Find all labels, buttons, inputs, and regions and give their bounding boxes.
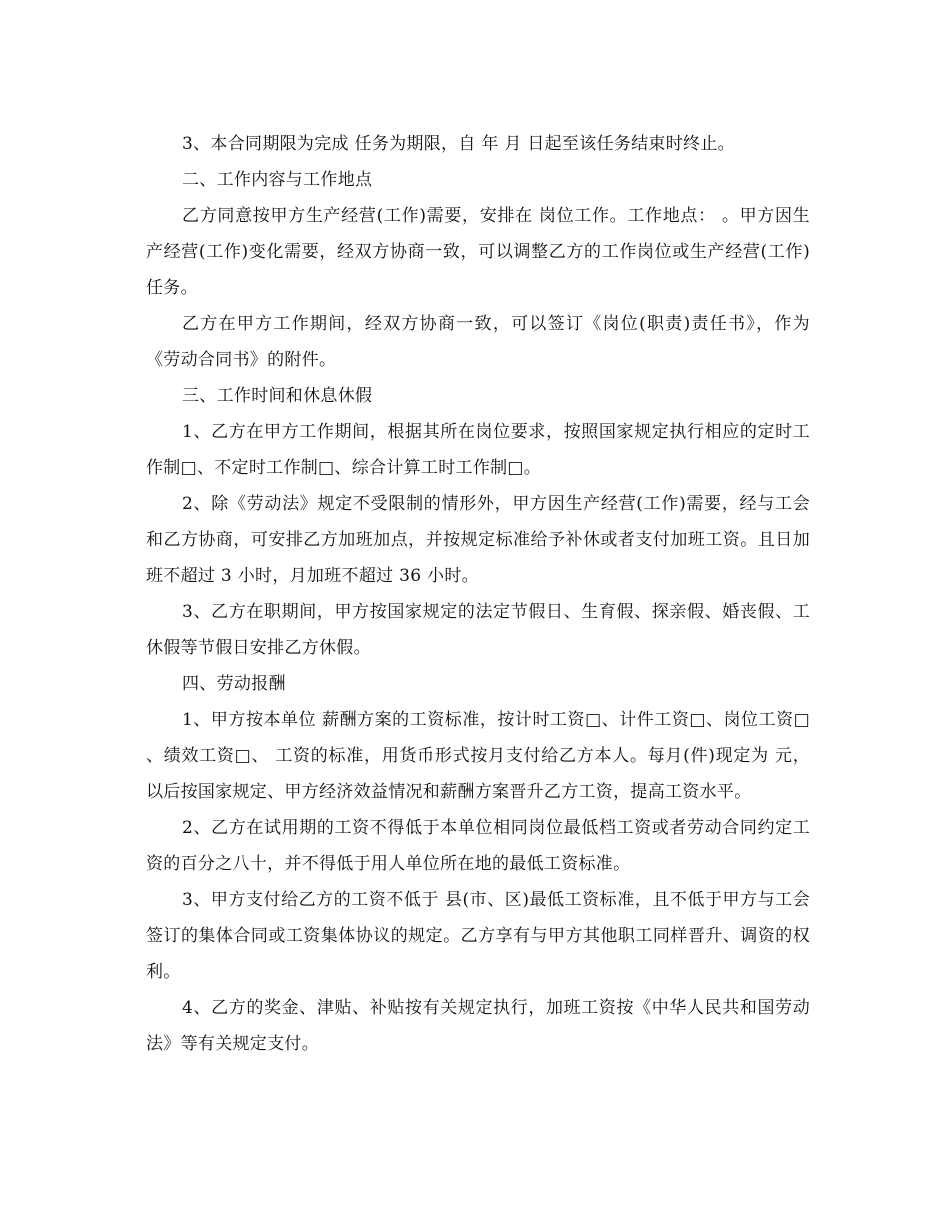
section-heading-work-content: 二、工作内容与工作地点 bbox=[182, 170, 373, 190]
clause-bonus-allowance: 4、乙方的奖金、津贴、补贴按有关规定执行，加班工资按《中华人民共和国劳动法》等有关规定支付。 bbox=[146, 998, 810, 1054]
section-heading-working-hours: 三、工作时间和休息休假 bbox=[182, 386, 373, 406]
clause-minimum-wage: 3、甲方支付给乙方的工资不低于 县(市、区)最低工资标准，且不低于甲方与工会签订的集体合同或工资集体协议的规定。乙方享有与甲方其他职工同样晋升、调资的权利。 bbox=[146, 890, 810, 982]
clause-responsibility-letter: 乙方在甲方工作期间，经双方协商一致，可以签订《岗位(职责)责任书》，作为《劳动合同书》的附件。 bbox=[146, 314, 810, 370]
clause-probation-wage: 2、乙方在试用期的工资不得低于本单位相同岗位最低档工资或者劳动合同约定工资的百分之八十，并不得低于用人单位所在地的最低工资标准。 bbox=[146, 818, 810, 874]
clause-overtime: 2、除《劳动法》规定不受限制的情形外，甲方因生产经营(工作)需要，经与工会和乙方协商，可安排乙方加班加点，并按规定标准给予补休或者支付加班工资。且日加班不超过 3 小时，月加班不超过 36 小时。 bbox=[146, 494, 810, 586]
clause-holidays: 3、乙方在职期间，甲方按国家规定的法定节假日、生育假、探亲假、婚丧假、工休假等节假日安排乙方休假。 bbox=[146, 602, 810, 658]
clause-wage-standard: 1、甲方按本单位 薪酬方案的工资标准，按计时工资□、计件工资□、岗位工资□ 、绩效工资□、 工资的标准，用货币形式按月支付给乙方本人。每月(件)现定为 元，以后按国家规定、甲方经济效益情况和薪酬方案晋升乙方工资，提高工资水平。 bbox=[146, 710, 810, 802]
clause-hours-system: 1、乙方在甲方工作期间，根据其所在岗位要求，按照国家规定执行相应的定时工作制□、不定时工作制□、综合计算工时工作制□。 bbox=[146, 422, 810, 478]
section-heading-remuneration: 四、劳动报酬 bbox=[182, 674, 286, 694]
document-body bbox=[146, 126, 810, 1062]
clause-contract-term: 3、本合同期限为完成 任务为期限，自 年 月 日起至该任务结束时终止。 bbox=[182, 134, 735, 154]
clause-work-position: 乙方同意按甲方生产经营(工作)需要，安排在 岗位工作。工作地点： 。甲方因生产经营(工作)变化需要，经双方协商一致，可以调整乙方的工作岗位或生产经营(工作)任务。 bbox=[146, 206, 810, 298]
